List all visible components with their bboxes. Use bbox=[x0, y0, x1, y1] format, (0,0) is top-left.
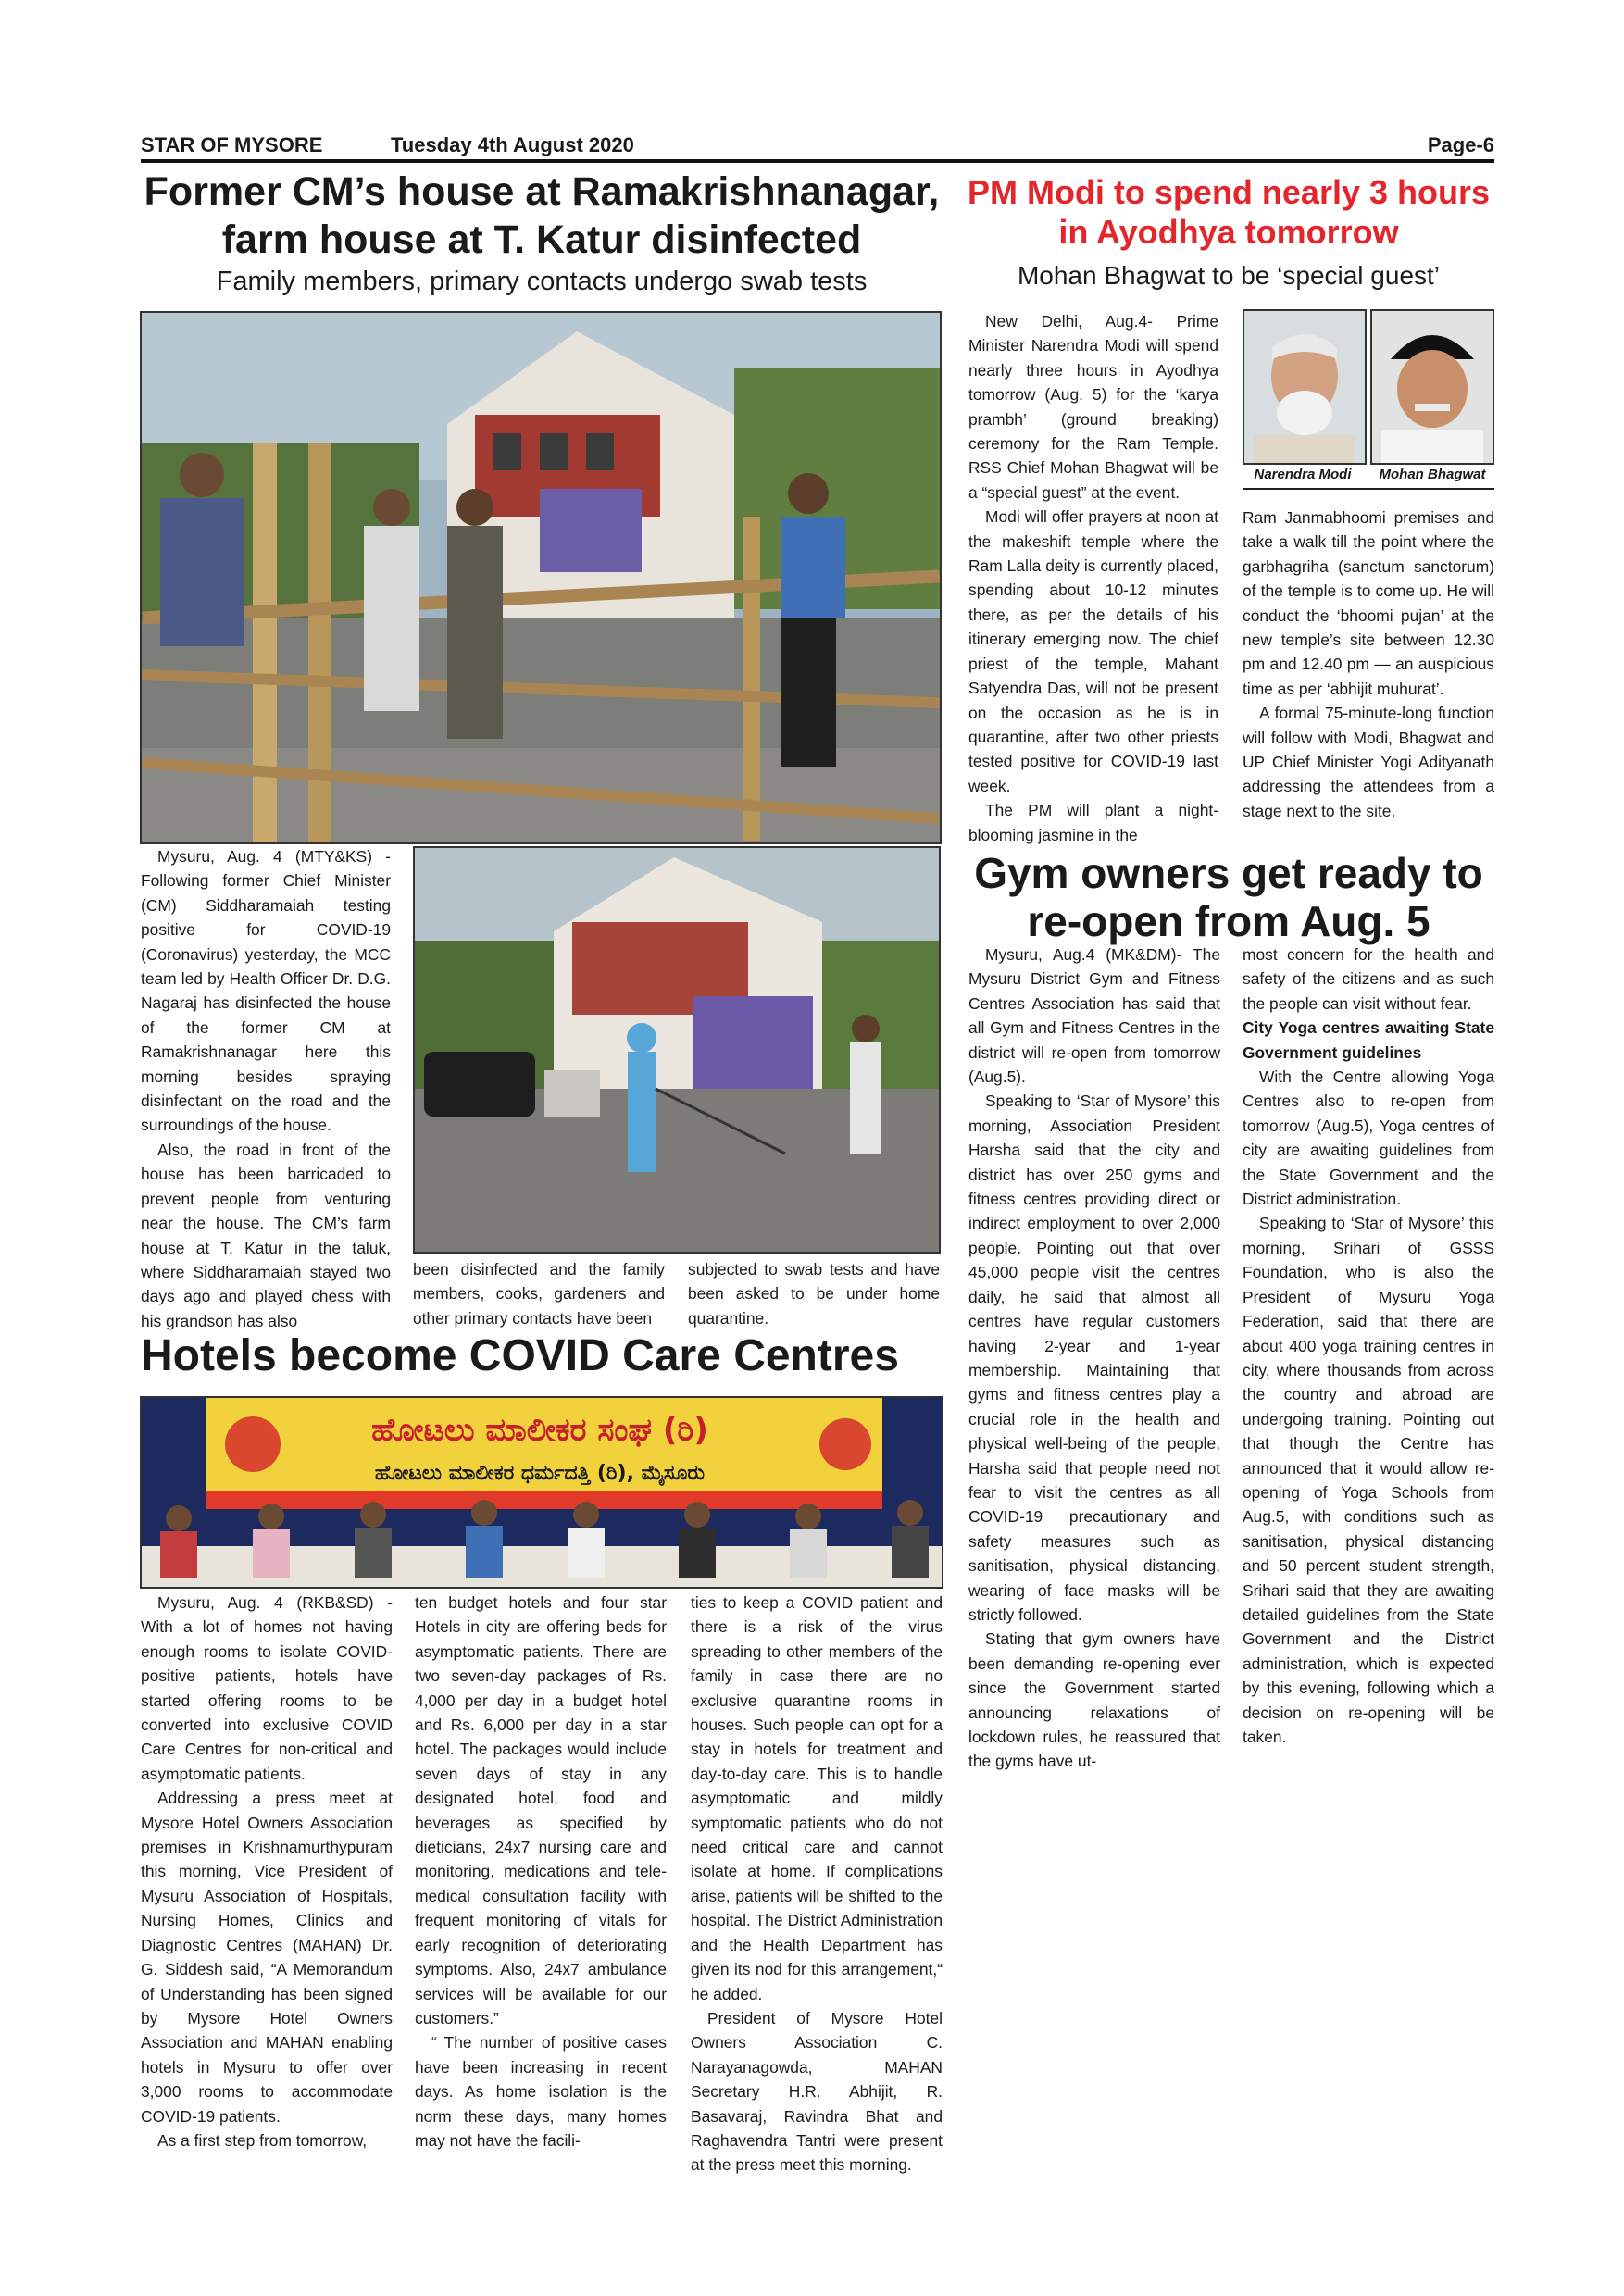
story4-para-5: “ The number of positive cases have been increasing in recent days. As home isolation is the norm these days, many homes may not have the facili- bbox=[415, 2033, 667, 2150]
story4-column-3 bbox=[691, 1591, 943, 2177]
story3-column-2 bbox=[1243, 942, 1494, 1749]
story4-para-2: Addressing a press meet at Mysore Hotel Owners Association premises in Krishnamurthypuram this morning, Vice President of Mysuru Association of Hospitals, Nursing Homes, Clinics and Diagnostic Centres (MAHAN) Dr. G. Siddesh said, “A Memorandum of Understanding has been signed by Mysore Hotel Owners Association and MAHAN enabling hotels in Mysuru to offer over 3,000 rooms to accommodate COVID-19 patients. bbox=[141, 1789, 393, 2126]
story1-headline-line2: farm house at T. Katur disinfected bbox=[221, 217, 862, 262]
story3-headline-line2: re-open from Aug. 5 bbox=[1027, 896, 1430, 945]
story4-para-7: President of Mysore Hotel Owners Association C. Narayanagowda, MAHAN Secretary H.R. Abhijit, R. Basavaraj, Ravindra Bhat and Raghavendra Tantri were present at the press meet this morning. bbox=[691, 2008, 943, 2175]
issue-date: Tuesday 4th August 2020 bbox=[391, 133, 634, 156]
bhagwat-caption: Mohan Bhagwat bbox=[1379, 467, 1486, 482]
story1-column-3 bbox=[688, 1257, 940, 1330]
story2-column-1 bbox=[968, 309, 1218, 847]
modi-photo bbox=[1243, 309, 1367, 465]
story3-para-3: Stating that gym owners have been demanding re-opening ever since the Government started announcing relaxations of lockdown rules, he reassured that the gyms have ut- bbox=[968, 1629, 1220, 1771]
story2-headline-line2: in Ayodhya tomorrow bbox=[1058, 213, 1399, 252]
story2-para-3: The PM will plant a night-blooming jasmine in the bbox=[968, 801, 1218, 844]
story2-para-1: New Delhi, Aug.4- Prime Minister Narendra Modi will spend nearly three hours in Ayodhya tomorrow (Aug. 5) for the ‘karya prambh’ (ground breaking) ceremony for the Ram Temple. RSS Chief Mohan Bhagwat will be a “special guest” at the event. bbox=[968, 312, 1218, 502]
story4-column-2 bbox=[415, 1591, 667, 2152]
story2-para-2: Modi will offer prayers at noon at the makeshift temple where the Ram Lalla deity is currently placed, spending about 10-12 minutes there, as per the details of his itinerary emerging now. The chief priest of the temple, Mahant Satyendra Das, will not be present on the occasion as he is in quarantine, after two other priests tested positive for COVID-19 last week. bbox=[968, 507, 1218, 795]
story3-para-1: Mysuru, Aug.4 (MK&DM)- The Mysuru District Gym and Fitness Centres Association has said that all Gym and Fitness Centres in the district will re-open from tomorrow (Aug.5). bbox=[968, 945, 1220, 1087]
story3-para-5: With the Centre allowing Yoga Centres also to re-open from tomorrow (Aug.5), Yoga centres of city are awaiting guidelines from the State Government and the District administration. bbox=[1243, 1067, 1494, 1209]
story4-para-6: ties to keep a COVID patient and there is a risk of the virus spreading to other members of the family in case there are no exclusive quarantine rooms in houses. Such people can opt for a stay in hotels for treatment and day-to-day care. This is to handle asymptomatic and mildly symptomatic patients who do not need critical care and cannot isolate at home. If complications arise, patients will be shifted to the hospital. The District Administration and the Health Department has given its nod for this arrangement,“ he added. bbox=[691, 1593, 943, 2003]
masthead bbox=[141, 133, 1494, 159]
story1-column-2 bbox=[413, 1257, 665, 1330]
story1-headline bbox=[141, 168, 943, 264]
story3-headline bbox=[963, 850, 1494, 945]
story1-para-2: Also, the road in front of the house has been barricaded to prevent people from venturing near the house. The CM’s farm house at T. Katur in the taluk, where Siddharamaiah stayed two days ago and played chess with his grandson has also bbox=[141, 1140, 391, 1330]
masthead-rule bbox=[141, 159, 1494, 163]
story3-column-1 bbox=[968, 942, 1220, 1774]
banner-line2: ಹೋಟಲು ಮಾಲೀಕರ ಧರ್ಮದತ್ತಿ (ರಿ), ಮೈಸೂರು bbox=[374, 1462, 706, 1485]
modi-caption: Narendra Modi bbox=[1254, 467, 1352, 482]
story4-column-1 bbox=[141, 1591, 393, 2152]
story2-para-4: Ram Janmabhoomi premises and take a walk till the point where the garbhagriha (sanctum sanctorum) of the temple is to come up. He will conduct the ‘bhoomi pujan’ at the new temple’s site between 12.30 pm and 12.40 pm — an auspicious time as per ‘abhijit muhurat’. bbox=[1243, 508, 1494, 698]
story2-headline-line1: PM Modi to spend nearly 3 hours bbox=[967, 173, 1491, 211]
story3-para-6: Speaking to ‘Star of Mysore’ this morning, Srihari of GSSS Foundation, who is also the President of Mysuru Yoga Federation, said that there are about 400 yoga training centres in city, where thousands from across the country and abroad are undergoing training. Pointing out that though the Centre has announced that it would allow re-opening of Yoga Schools from Aug.5, with conditions such as sanitisation, physical distancing and 50 percent student strength, Srihari said that they are awaiting detailed guidelines from the State Government and the District administration, which is expected by this evening, following which a decision on re-opening will be taken. bbox=[1243, 1214, 1494, 1746]
caption-rule bbox=[1243, 488, 1494, 490]
story4-para-4: ten budget hotels and four star Hotels in city are offering beds for asymptomatic patients. There are two seven-day packages of Rs. 4,000 per day in a budget hotel and Rs. 6,000 per day in a star hotel. The packages would include seven days of stay in any designated hotel, food and beverages as specified by dieticians, 24x7 nursing care and monitoring, medications and tele-medical consultation facility with frequent monitoring of vitals for early recognition of deteriorating symptoms. Also, 24x7 ambulance services will be available for our customers.” bbox=[415, 1593, 667, 2028]
disinfection-photo bbox=[413, 846, 941, 1254]
story1-headline-line1: Former CM’s house at Ramakrishnanagar, bbox=[144, 169, 940, 214]
story1-subhead: Family members, primary contacts undergo swab tests bbox=[216, 267, 868, 296]
story2-subhead: Mohan Bhagwat to be ‘special guest’ bbox=[1017, 261, 1441, 290]
story1-para-3: been disinfected and the family members, cooks, gardeners and other primary contacts have been bbox=[413, 1260, 665, 1328]
story1-para-4: subjected to swab tests and have been asked to be under home quarantine. bbox=[688, 1260, 940, 1328]
story2-headline bbox=[963, 172, 1494, 252]
story4-headline: Hotels become COVID Care Centres bbox=[141, 1331, 899, 1380]
paper-name: STAR OF MYSORE bbox=[141, 133, 323, 156]
story2-column-2 bbox=[1243, 505, 1494, 823]
story3-para-2: Speaking to ‘Star of Mysore’ this morning, Association President Harsha said that the city and district has over 250 gyms and fitness centres providing direct or indirect employment to over 2,000 people. Pointing out that over 45,000 people visit the centres daily, he said that almost all centres have regular customers having 2-year and 1-year membership. Maintaining that gyms and fitness centres play a crucial role in the health and physical well-being of the people, Harsha said that people need not fear to visit the centres as all COVID-19 precautionary and safety measures such as sanitisation, physical distancing, wearing of face masks will be strictly followed. bbox=[968, 1092, 1220, 1624]
page-number: Page-6 bbox=[1427, 133, 1494, 156]
story4-para-1: Mysuru, Aug. 4 (RKB&SD) - With a lot of homes not having enough rooms to isolate COVID- positive patients, hotels have started offering rooms to be converted into exclusive COVID Care Centres for non-critical and asymptomatic patients. bbox=[141, 1593, 393, 1783]
story3-subhead: City Yoga centres awaiting State Government guidelines bbox=[1243, 1018, 1494, 1062]
story3-headline-line1: Gym owners get ready to bbox=[974, 849, 1483, 897]
story1-column-1 bbox=[141, 844, 391, 1333]
story4-para-3: As a first step from tomorrow, bbox=[157, 2130, 368, 2150]
press-meet-photo bbox=[140, 1396, 943, 1589]
story2-para-5: A formal 75-minute-long function will follow with Modi, Bhagwat and UP Chief Minister Yogi Adityanath addressing the attendees from a stage next to the site. bbox=[1243, 704, 1494, 820]
bhagwat-photo bbox=[1370, 309, 1494, 465]
story3-para-4: most concern for the health and safety of the citizens and as such the people can visit without fear. bbox=[1243, 945, 1494, 1013]
banner-line1: ಹೋಟಲು ಮಾಲೀಕರ ಸಂಘ (ರಿ) bbox=[371, 1412, 708, 1449]
barricade-photo bbox=[140, 311, 942, 844]
story1-para-1: Mysuru, Aug. 4 (MTY&KS) - Following former Chief Minister (CM) Siddharamaiah testing positive for COVID-19 (Coronavirus) yesterday, the MCC team led by Health Officer Dr. D.G. Nagaraj has disinfected the house of the former CM at Ramakrishnanagar here this morning besides spraying disinfectant on the road and the surroundings of the house. bbox=[141, 847, 391, 1135]
